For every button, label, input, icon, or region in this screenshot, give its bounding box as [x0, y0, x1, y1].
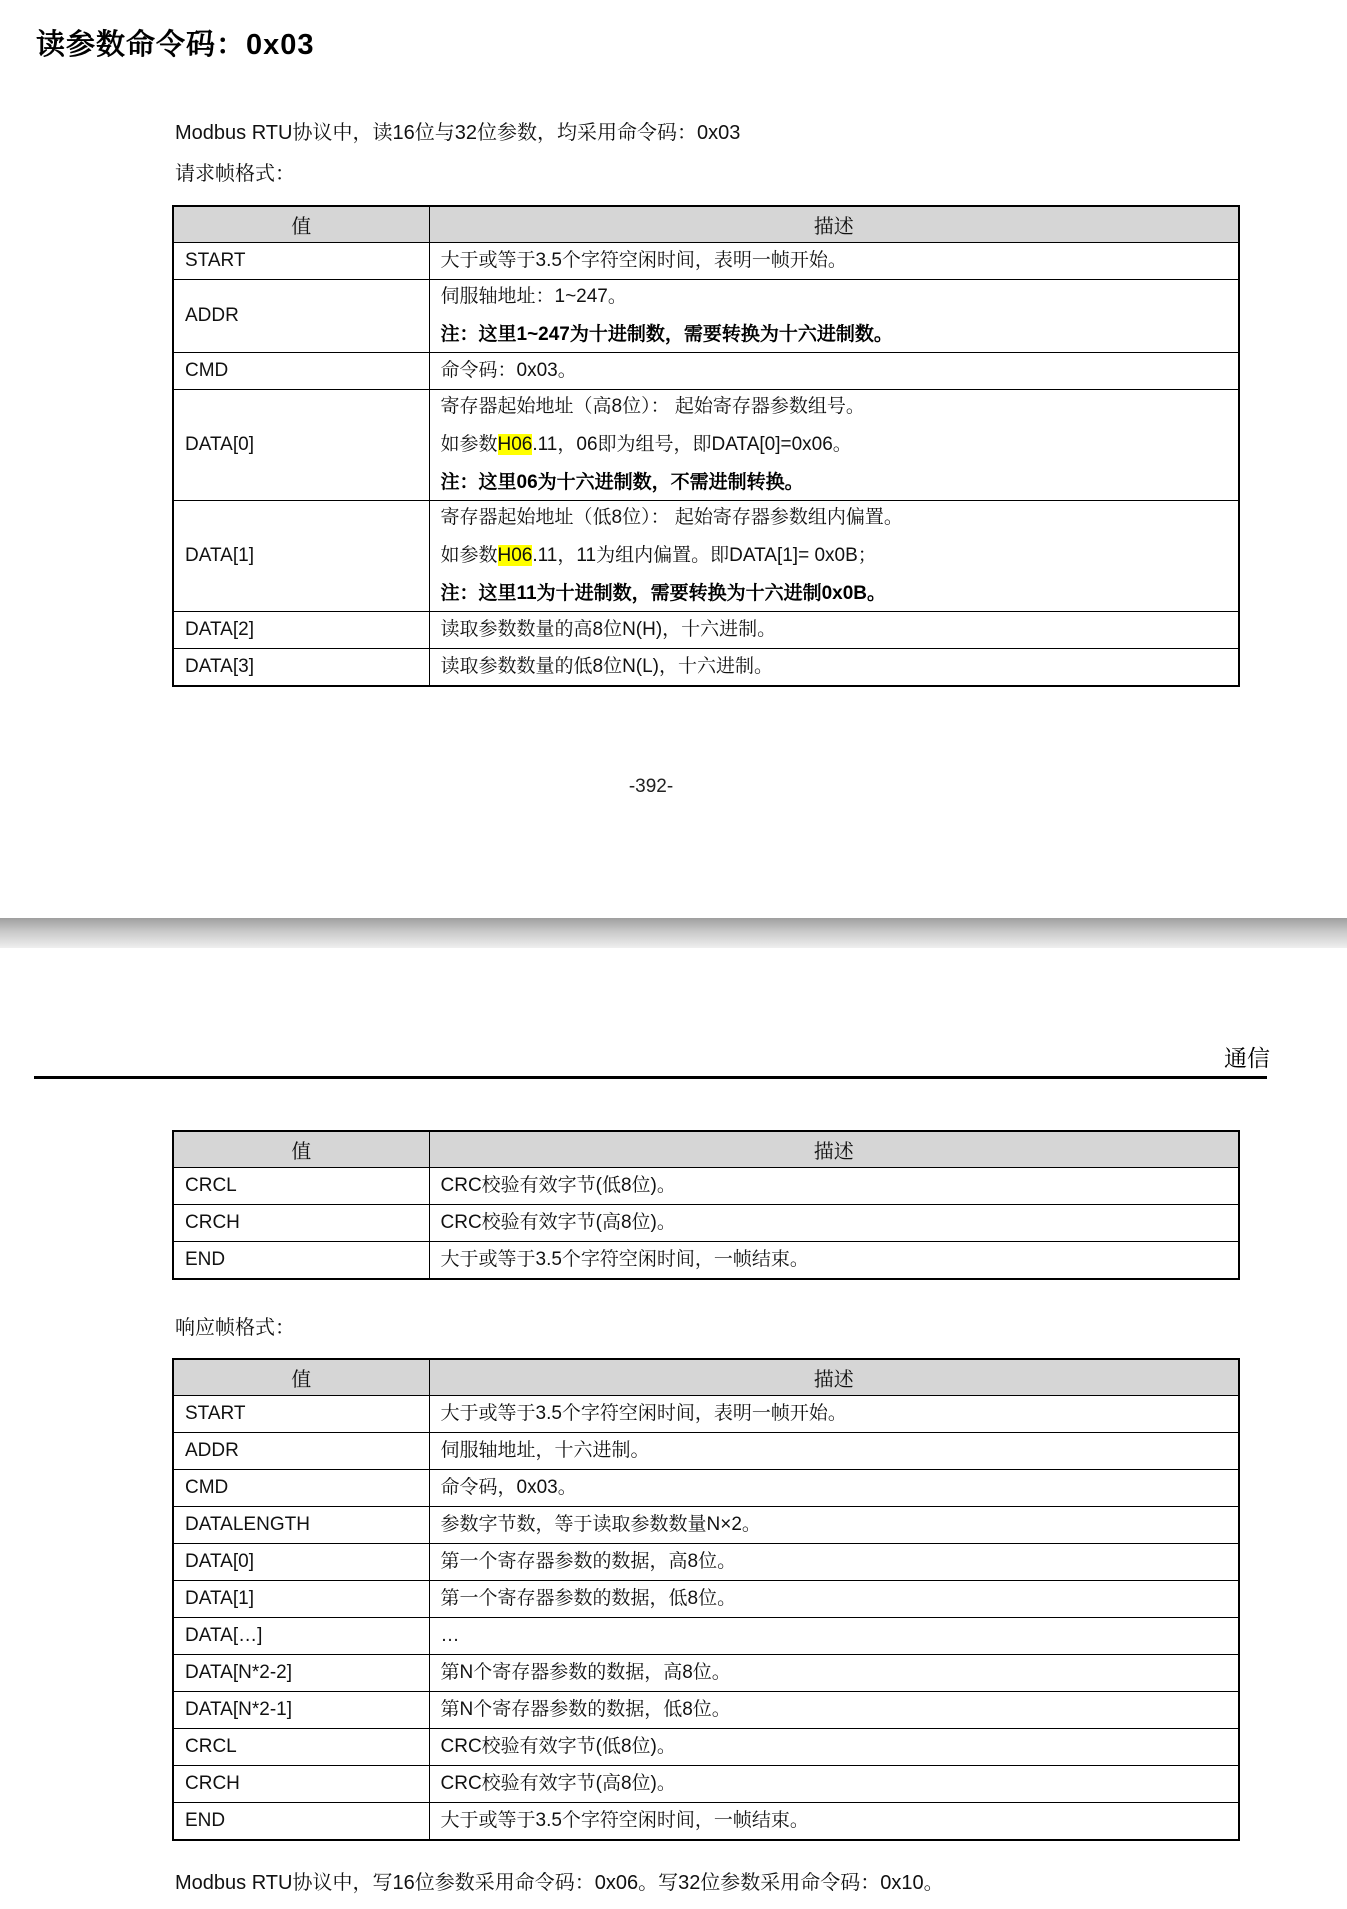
description-cell [429, 1242, 1239, 1280]
note-text: 注：这里11为十进制数，需要转换为十六进制0x0B。 [440, 583, 887, 604]
table-row [173, 1242, 1239, 1280]
table-row [173, 649, 1239, 687]
description-cell [429, 1581, 1239, 1618]
body-text: .11，06即为组号，即DATA[0]=0x06。 [532, 434, 852, 455]
description-cell [429, 1729, 1239, 1766]
body-text: CRC校验有效字节(高8位)。 [440, 1212, 676, 1233]
description-cell [429, 1168, 1239, 1205]
table-row [173, 1618, 1239, 1655]
description-line [441, 250, 1228, 272]
table-row [173, 501, 1239, 612]
value-cell: DATA[N*2-1] [173, 1692, 429, 1729]
description-line [441, 1736, 1228, 1758]
description-line [441, 1699, 1228, 1721]
description-line [441, 1810, 1228, 1832]
table-row [173, 1433, 1239, 1470]
value-cell: DATA[3] [173, 649, 429, 687]
value-cell: CMD [173, 353, 429, 390]
body-text: 伺服轴地址，十六进制。 [440, 1440, 650, 1461]
description-cell [429, 243, 1239, 280]
description-line [441, 1175, 1228, 1197]
response-frame-label: 响应帧格式： [175, 1317, 295, 1339]
value-cell: ADDR [173, 1433, 429, 1470]
header-row [173, 1359, 1239, 1396]
response-frame-table-grid [172, 1358, 1240, 1841]
body-text: 寄存器起始地址（高8位）： 起始寄存器参数组号。 [440, 396, 865, 417]
section-header-communication: 通信 [1224, 1045, 1270, 1071]
body-text: CRC校验有效字节(高8位)。 [440, 1773, 676, 1794]
description-line [441, 545, 1228, 567]
description-cell [429, 1655, 1239, 1692]
request-frame-table [172, 205, 1240, 687]
body-text: .11，11为组内偏置。即DATA[1]= 0x0B； [532, 545, 877, 566]
body-text: 命令码：0x03。 [440, 360, 577, 381]
table-row [173, 353, 1239, 390]
body-text: 大于或等于3.5个字符空闲时间，一帧结束。 [440, 1249, 809, 1270]
value-cell: DATA[1] [173, 501, 429, 612]
body-text: 读取参数数量的高8位N(H)，十六进制。 [440, 619, 777, 640]
page-break-band [0, 918, 1347, 948]
value-cell: ADDR [173, 280, 429, 353]
page-title: 读参数命令码：0x03 [36, 29, 315, 61]
request-frame-label: 请求帧格式： [175, 163, 295, 185]
column-header: 值 [173, 1131, 429, 1168]
body-text: 如参数 [440, 434, 498, 455]
description-line [441, 286, 1228, 308]
description-line [441, 1440, 1228, 1462]
body-text: 大于或等于3.5个字符空闲时间，表明一帧开始。 [440, 1403, 847, 1424]
page-number: -392- [628, 776, 674, 797]
description-line [441, 1625, 1228, 1647]
request-frame-table-continued [172, 1130, 1240, 1280]
header-rule [34, 1076, 1267, 1079]
description-line [441, 434, 1228, 456]
value-cell: START [173, 243, 429, 280]
table-row [173, 1766, 1239, 1803]
description-line [441, 1588, 1228, 1610]
value-cell: CRCL [173, 1168, 429, 1205]
description-cell [429, 1396, 1239, 1433]
value-cell: DATA[…] [173, 1618, 429, 1655]
table-row [173, 1205, 1239, 1242]
body-text: 大于或等于3.5个字符空闲时间，一帧结束。 [440, 1810, 809, 1831]
body-text: 大于或等于3.5个字符空闲时间，表明一帧开始。 [440, 250, 847, 271]
description-cell [429, 1507, 1239, 1544]
description-line [441, 619, 1228, 641]
description-line [441, 1477, 1228, 1499]
body-text: 寄存器起始地址（低8位）： 起始寄存器参数组内偏置。 [440, 507, 903, 528]
body-text: 第一个寄存器参数的数据，高8位。 [440, 1551, 737, 1572]
description-cell [429, 1205, 1239, 1242]
description-line [441, 472, 1228, 494]
body-text: … [440, 1625, 460, 1646]
table-row [173, 612, 1239, 649]
description-line [441, 1403, 1228, 1425]
value-cell: DATA[N*2-2] [173, 1655, 429, 1692]
table-row [173, 1692, 1239, 1729]
description-cell [429, 1433, 1239, 1470]
column-header: 值 [173, 206, 429, 243]
description-line [441, 507, 1228, 529]
table-row [173, 1581, 1239, 1618]
request-frame-table-continued-grid [172, 1130, 1240, 1280]
value-cell: START [173, 1396, 429, 1433]
description-cell [429, 501, 1239, 612]
closing-paragraph: Modbus RTU协议中，写16位参数采用命令码：0x06。写32位参数采用命令码：0x10。 [175, 1872, 944, 1894]
description-line [441, 656, 1228, 678]
value-cell: DATA[2] [173, 612, 429, 649]
description-cell [429, 1470, 1239, 1507]
table-row [173, 1803, 1239, 1841]
header-row [173, 1131, 1239, 1168]
description-cell [429, 390, 1239, 501]
table-row [173, 1507, 1239, 1544]
description-cell [429, 280, 1239, 353]
body-text: 如参数 [440, 545, 498, 566]
body-text: 读取参数数量的低8位N(L)，十六进制。 [440, 656, 774, 677]
highlighted-text: H06 [497, 545, 533, 566]
value-cell: DATALENGTH [173, 1507, 429, 1544]
description-line [441, 360, 1228, 382]
table-row [173, 1470, 1239, 1507]
description-line [441, 1514, 1228, 1536]
value-cell: DATA[0] [173, 390, 429, 501]
description-cell [429, 1618, 1239, 1655]
description-line [441, 1212, 1228, 1234]
description-cell [429, 612, 1239, 649]
highlighted-text: H06 [497, 434, 533, 455]
body-text: 第一个寄存器参数的数据，低8位。 [440, 1588, 737, 1609]
value-cell: CMD [173, 1470, 429, 1507]
value-cell: END [173, 1242, 429, 1280]
value-cell: DATA[0] [173, 1544, 429, 1581]
response-frame-table [172, 1358, 1240, 1841]
description-cell [429, 1544, 1239, 1581]
description-cell [429, 353, 1239, 390]
note-text: 注：这里06为十六进制数，不需进制转换。 [440, 472, 804, 493]
body-text: 伺服轴地址：1~247。 [440, 286, 627, 307]
table-row [173, 1729, 1239, 1766]
value-cell: CRCH [173, 1766, 429, 1803]
request-frame-table-grid [172, 205, 1240, 687]
body-text: 第N个寄存器参数的数据，高8位。 [440, 1662, 731, 1683]
intro-paragraph: Modbus RTU协议中，读16位与32位参数，均采用命令码：0x03 [175, 122, 741, 144]
body-text: 参数字节数，等于读取参数数量N×2。 [440, 1514, 761, 1535]
column-header: 描述 [429, 206, 1239, 243]
description-line [441, 1662, 1228, 1684]
value-cell: CRCL [173, 1729, 429, 1766]
column-header: 描述 [429, 1131, 1239, 1168]
value-cell: DATA[1] [173, 1581, 429, 1618]
description-line [441, 324, 1228, 346]
table-row [173, 1396, 1239, 1433]
table-row [173, 243, 1239, 280]
description-line [441, 1249, 1228, 1271]
body-text: 第N个寄存器参数的数据，低8位。 [440, 1699, 731, 1720]
value-cell: END [173, 1803, 429, 1841]
table-row [173, 280, 1239, 353]
body-text: CRC校验有效字节(低8位)。 [440, 1736, 676, 1757]
note-text: 注：这里1~247为十进制数，需要转换为十六进制数。 [440, 324, 893, 345]
description-cell [429, 1766, 1239, 1803]
description-line [441, 583, 1228, 605]
table-row [173, 1655, 1239, 1692]
description-line [441, 1773, 1228, 1795]
table-row [173, 390, 1239, 501]
body-text: CRC校验有效字节(低8位)。 [440, 1175, 676, 1196]
body-text: 命令码，0x03。 [440, 1477, 577, 1498]
column-header: 值 [173, 1359, 429, 1396]
description-cell [429, 649, 1239, 687]
table-row [173, 1544, 1239, 1581]
header-row [173, 206, 1239, 243]
description-cell [429, 1692, 1239, 1729]
description-cell [429, 1803, 1239, 1841]
description-line [441, 1551, 1228, 1573]
value-cell: CRCH [173, 1205, 429, 1242]
table-row [173, 1168, 1239, 1205]
column-header: 描述 [429, 1359, 1239, 1396]
description-line [441, 396, 1228, 418]
